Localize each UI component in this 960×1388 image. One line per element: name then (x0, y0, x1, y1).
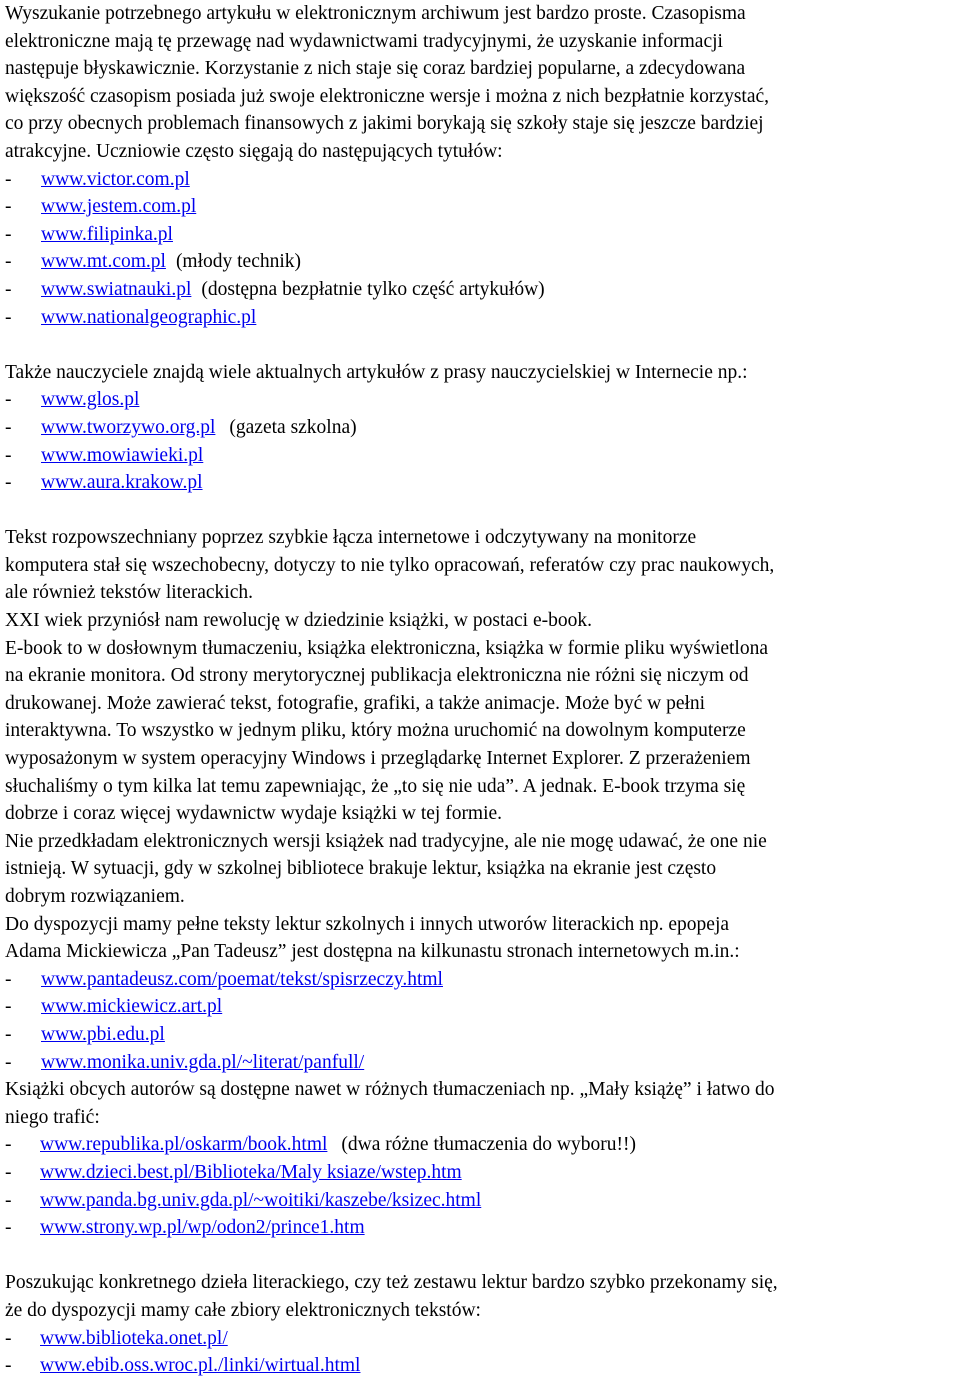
spacer (5, 331, 960, 359)
link-monika[interactable]: www.monika.univ.gda.pl/~literat/panfull/ (41, 1051, 365, 1073)
list-dash: - (5, 996, 12, 1018)
magazine-link-list (5, 166, 960, 332)
closing-paragraph (5, 1269, 960, 1324)
text-line: Nie przedkładam elektronicznych wersji książek nad tradycyjne, ale nie mogę udawać, że one nie (5, 830, 767, 852)
list-item (5, 442, 960, 470)
list-dash: - (5, 472, 12, 494)
list-dash: - (5, 1134, 12, 1156)
list-dash: - (5, 168, 12, 190)
list-dash: - (5, 1023, 12, 1045)
list-item (5, 993, 960, 1021)
text-line: Tekst rozpowszechniany poprzez szybkie łącza internetowe i odczytywany na monitorze (5, 527, 697, 549)
text-line: ale również tekstów literackich. (5, 582, 253, 604)
list-dash: - (5, 223, 12, 245)
link-ebib[interactable]: www.ebib.oss.wroc.pl./linki/wirtual.html (40, 1355, 361, 1377)
link-note: (dostępna bezpłatnie tylko część artykułów) (201, 278, 545, 300)
text-line: wyposażonym w system operacyjny Windows i przeglądarkę Internet Explorer. Z przerażeniem (5, 748, 751, 770)
text-line: Do dyspozycji mamy pełne teksty lektur szkolnych i innych utworów literackich np. epopeja (5, 913, 730, 935)
list-item (5, 166, 960, 194)
text-line: interaktywna. To wszystko w jednym pliku, który można uruchomić na dowolnym komputerze (5, 720, 746, 742)
link-nationalgeographic[interactable]: www.nationalgeographic.pl (41, 306, 257, 328)
list-item (5, 276, 960, 304)
text-line: Wyszukanie potrzebnego artykułu w elektronicznym archiwum jest bardzo proste. Czasopisma (5, 3, 746, 24)
list-dash: - (5, 968, 12, 990)
list-dash: - (5, 251, 12, 273)
list-dash: - (5, 1217, 12, 1239)
foreign-authors-paragraph (5, 1076, 960, 1131)
list-dash: - (5, 416, 12, 438)
link-aura-krakow[interactable]: www.aura.krakow.pl (41, 472, 203, 494)
teacher-link-list (5, 386, 960, 496)
spacer (5, 497, 960, 525)
link-victor[interactable]: www.victor.com.pl (41, 168, 190, 190)
text-line: atrakcyjne. Uczniowie często sięgają do następujących tytułów: (5, 140, 503, 162)
text-line: Książki obcych autorów są dostępne nawet w różnych tłumaczeniach np. „Mały książę” i łatwo do (5, 1079, 775, 1101)
list-item (5, 248, 960, 276)
spacer (5, 1242, 960, 1270)
list-item (5, 966, 960, 994)
link-filipinka[interactable]: www.filipinka.pl (41, 223, 173, 245)
link-note: (dwa różne tłumaczenia do wyboru!!) (341, 1134, 636, 1156)
link-glos[interactable]: www.glos.pl (41, 389, 140, 411)
link-mt[interactable]: www.mt.com.pl (41, 251, 166, 273)
list-dash: - (5, 1355, 12, 1377)
list-dash: - (5, 444, 12, 466)
list-item (5, 1325, 960, 1353)
text-line: XXI wiek przyniósł nam rewolucję w dziedzinie książki, w postaci e-book. (5, 610, 592, 632)
list-item (5, 1131, 960, 1159)
text-line: dobrym rozwiązaniem. (5, 886, 185, 907)
pan-tadeusz-link-list (5, 966, 960, 1076)
maly-ksiaze-link-list (5, 1131, 960, 1241)
list-item (5, 193, 960, 221)
text-line: większość czasopism posiada już swoje elektroniczne wersje i można z nich bezpłatnie korzystać, (5, 85, 770, 107)
list-dash: - (5, 196, 12, 218)
link-note: (młody technik) (175, 251, 302, 273)
link-strony-wp[interactable]: www.strony.wp.pl/wp/odon2/prince1.htm (40, 1217, 365, 1239)
text-line: komputera stał się wszechobecny, dotyczy to nie tylko opracowań, referatów czy prac naukowych, (5, 554, 775, 576)
list-item (5, 414, 960, 442)
text-line: Adama Mickiewicza „Pan Tadeusz” jest dostępna na kilkunastu stronach internetowych m.in.: (5, 941, 740, 963)
list-item (5, 1187, 960, 1215)
link-biblioteka-onet[interactable]: www.biblioteka.onet.pl/ (40, 1327, 228, 1349)
link-swiatnauki[interactable]: www.swiatnauki.pl (41, 278, 192, 300)
text-line: słuchaliśmy o tym kilka lat temu zapewniając, że „to się nie uda”. A jednak. E-book trzyma się (5, 775, 746, 797)
ebook-paragraph (5, 524, 960, 966)
link-pantadeusz[interactable]: www.pantadeusz.com/poemat/tekst/spisrzeczy.html (41, 968, 443, 990)
link-dzieci-best[interactable]: www.dzieci.best.pl/Biblioteka/Maly ksiaze/wstep.htm (40, 1161, 462, 1183)
text-line: niego trafić: (5, 1106, 100, 1128)
link-jestem[interactable]: www.jestem.com.pl (41, 196, 197, 218)
link-mowiawieki[interactable]: www.mowiawieki.pl (41, 444, 204, 466)
list-item (5, 469, 960, 497)
link-note: (gazeta szkolna) (229, 416, 357, 438)
list-dash: - (5, 1161, 12, 1183)
list-dash: - (5, 389, 12, 411)
link-pbi[interactable]: www.pbi.edu.pl (41, 1023, 165, 1045)
text-line: Poszukując konkretnego dzieła literackiego, czy też zestawu lektur bardzo szybko przekonamy się, (5, 1272, 778, 1294)
list-item (5, 304, 960, 332)
text-line: drukowanej. Może zawierać tekst, fotografie, grafiki, a także animacje. Może być w pełni (5, 692, 706, 714)
link-tworzywo[interactable]: www.tworzywo.org.pl (41, 416, 216, 438)
list-item (5, 221, 960, 249)
list-item (5, 1021, 960, 1049)
list-item (5, 1214, 960, 1242)
list-item (5, 386, 960, 414)
link-panda[interactable]: www.panda.bg.univ.gda.pl/~woitiki/kaszebe/ksizec.html (40, 1189, 482, 1211)
list-dash: - (5, 278, 12, 300)
text-line: istnieją. W sytuacji, gdy w szkolnej bibliotece brakuje lektur, książka na ekranie jest często (5, 858, 717, 880)
text-line: na ekranie monitora. Od strony merytorycznej publikacja elektroniczna nie różni się niczym od (5, 665, 749, 687)
text-line: E-book to w dosłownym tłumaczeniu, książka elektroniczna, książka w formie pliku wyświetlona (5, 637, 769, 659)
list-item (5, 1352, 960, 1380)
list-item (5, 1159, 960, 1187)
list-item (5, 1049, 960, 1077)
list-dash: - (5, 1189, 12, 1211)
teachers-paragraph (5, 359, 960, 387)
text-line: co przy obecnych problemach finansowych z jakimi borykają się szkoły staje się jeszcze bardziej (5, 113, 764, 135)
text-line: że do dyspozycji mamy całe zbiory elektronicznych tekstów: (5, 1299, 481, 1321)
library-link-list (5, 1325, 960, 1380)
link-republika[interactable]: www.republika.pl/oskarm/book.html (40, 1134, 328, 1156)
list-dash: - (5, 1051, 12, 1073)
list-dash: - (5, 306, 12, 328)
list-dash: - (5, 1327, 12, 1349)
text-line: elektroniczne mają tę przewagę nad wydawnictwami tradycyjnymi, że uzyskanie informacji (5, 30, 723, 52)
text-line: następuje błyskawicznie. Korzystanie z nich staje się coraz bardziej popularne, a zdecydowana (5, 58, 746, 80)
intro-paragraph (5, 0, 960, 166)
link-mickiewicz[interactable]: www.mickiewicz.art.pl (41, 996, 223, 1018)
text-line: Także nauczyciele znajdą wiele aktualnych artykułów z prasy nauczycielskiej w Internecie np.: (5, 361, 748, 383)
text-line: dobrze i coraz więcej wydawnictw wydaje książki w tej formie. (5, 803, 503, 825)
